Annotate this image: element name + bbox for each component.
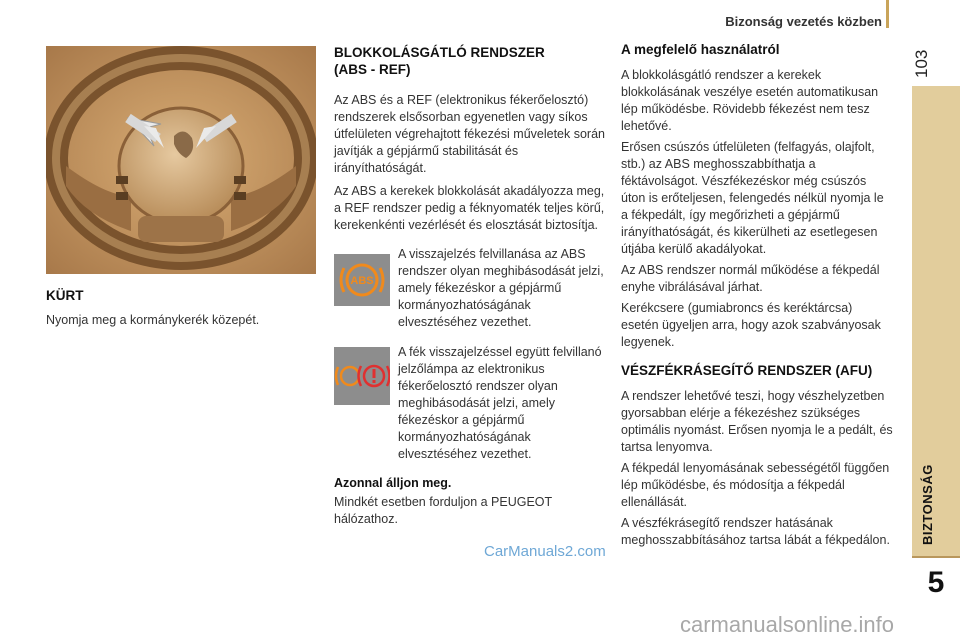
page-number: 103 xyxy=(912,49,931,78)
afu-title: VÉSZFÉKRÁSEGÍTŐ RENDSZER (AFU) xyxy=(621,363,873,378)
proper-use-paragraph-2: Erősen csúszós útfelületen (felfagyás, olajfolt, stb.) az ABS meghosszabbíthatja a féktávolságot. Vészfékezéskor még csúszós úton is erőteljesen, felengedés nélkül nyomja le a fékpedált, így megőrizheti a gépjármű irányíthatóságát, és kikerülheti az esetlegesen útjába kerülő akadályokat. xyxy=(621,140,884,256)
horn-title: KÜRT xyxy=(46,288,84,303)
horn-text: Nyomja meg a kormánykerék közepét. xyxy=(46,313,260,327)
steering-wheel-photo xyxy=(46,46,316,274)
stop-text: Mindkét esetben forduljon a PEUGEOT hálózathoz. xyxy=(334,495,552,526)
chapter-side-label: BIZTONSÁG xyxy=(920,464,935,545)
proper-use-paragraph-4: Kerékcsere (gumiabroncs és keréktárcsa) esetén ügyeljen arra, hogy azok szabványosak legyenek. xyxy=(621,301,881,349)
stop-instruction xyxy=(334,476,606,528)
proper-use-paragraph-3: Az ABS rendszer normál működése a fékpedál enyhe vibrálásával járhat. xyxy=(621,263,880,294)
ref-warning-text: A fék visszajelzéssel együtt felvillanó jelzőlámpa az elektronikus fékerőelosztó rendszer olyan meghibásodását jelzi, amely fékezéskor a gépjármű kormányozhatóságának elvesztéséhez vezethet. xyxy=(398,345,602,461)
abs-title xyxy=(334,44,606,78)
abs-warning-text: A visszajelzés felvillanása az ABS rendszer olyan meghibásodását jelzi, amely fékezéskor a gépjármű kormányozhatóságának elvesztéséhez vezethet. xyxy=(398,247,604,329)
steering-wheel-illustration xyxy=(46,46,316,274)
abs-title-line1: BLOKKOLÁSGÁTLÓ RENDSZER xyxy=(334,45,545,60)
proper-use-column xyxy=(621,42,893,553)
svg-text:ABS: ABS xyxy=(350,275,374,287)
abs-paragraph-1: Az ABS és a REF (elektronikus fékerőelosztó) rendszerek elsősorban egyenetlen vagy síkos útfelületen végrehajtott fékezési műveletek során javítják a gépjármű stabilitását és irányíthatóságát. xyxy=(334,93,605,175)
abs-section xyxy=(334,44,606,234)
abs-title-line2: (ABS - REF) xyxy=(334,62,411,77)
carmanualsonline-watermark[interactable]: carmanualsonline.info xyxy=(680,612,895,637)
abs-warning-icon xyxy=(334,254,390,306)
brake-warning-icon xyxy=(334,347,390,405)
horn-section xyxy=(46,288,316,329)
page-header-title: Bizonság vezetés közben xyxy=(725,14,882,29)
stop-title: Azonnal álljon meg. xyxy=(334,476,452,490)
chapter-number: 5 xyxy=(927,566,945,599)
afu-paragraph-1: A rendszer lehetővé teszi, hogy vészhelyzetben gyorsabban elérje a fékezéshez szükséges optimális nyomást. Erősen nyomja le a pedált, és tartsa lenyomva. xyxy=(621,389,893,454)
proper-use-title: A megfelelő használatról xyxy=(621,42,780,57)
abs-paragraph-2: Az ABS a kerekek blokkolását akadályozza meg, a REF rendszer pedig a féknyomaték teljes körű, kerekenkénti vezérlését és elosztását biztosítja. xyxy=(334,184,605,232)
afu-paragraph-2: A fékpedál lenyomásának sebességétől függően lép működésbe, és módosítja a fékpedál ellenállását. xyxy=(621,461,890,509)
proper-use-paragraph-1: A blokkolásgátló rendszer a kerekek blokkolásának veszélye esetén automatikusan lép működésbe. Rövidebb fékezést nem tesz lehetővé. xyxy=(621,68,879,133)
afu-paragraph-3: A vészfékrásegítő rendszer hatásának meghosszabbításához tartsa lábát a fékpedálon. xyxy=(621,516,890,547)
carmanuals2-watermark[interactable]: CarManuals2.com xyxy=(484,543,606,560)
header-divider xyxy=(886,0,889,28)
